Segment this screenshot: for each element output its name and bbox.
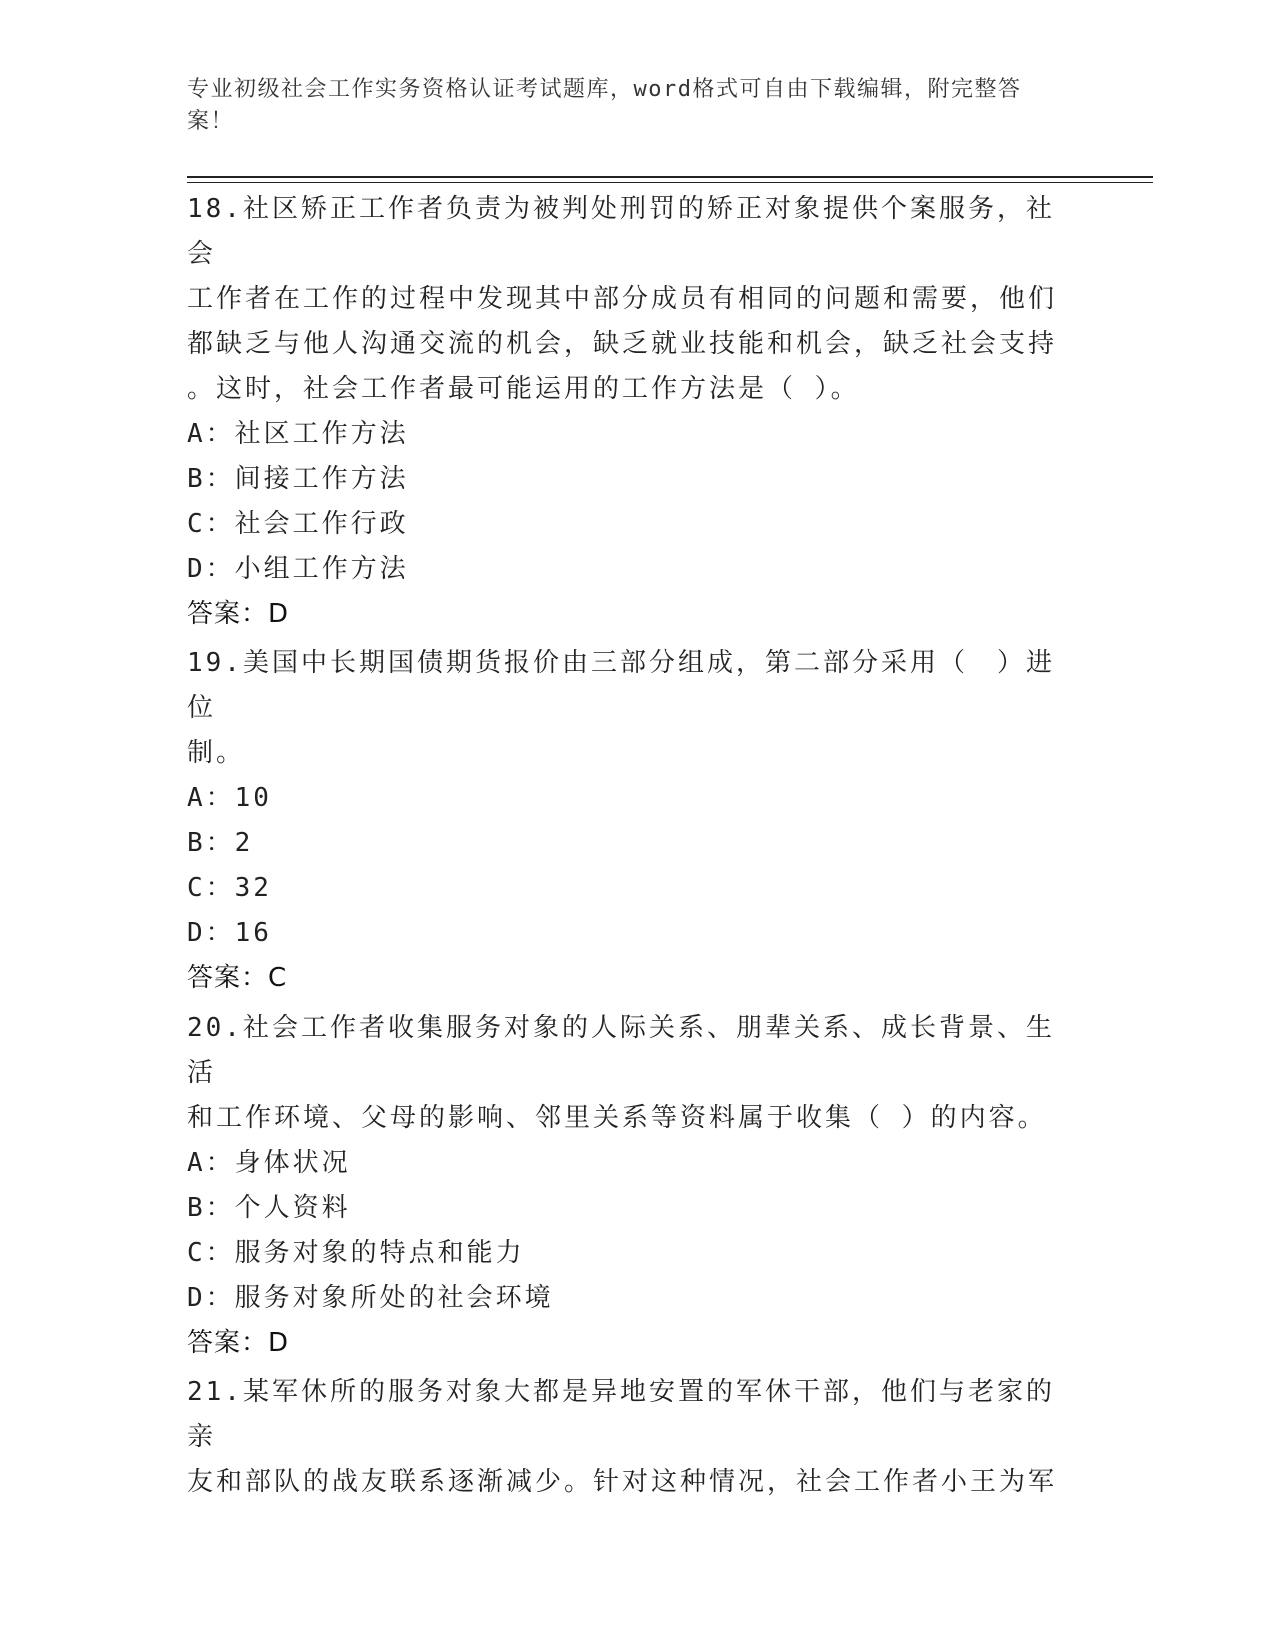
question-line: 工作者在工作的过程中发现其中部分成员有相同的问题和需要，他们 <box>187 284 1058 314</box>
question-line: 。这时，社会工作者最可能运用的工作方法是（ ）。 <box>187 374 860 404</box>
question-18 <box>187 187 1077 637</box>
option-a: A：身体状况 <box>187 1148 351 1178</box>
question-line: 制。 <box>187 738 246 768</box>
option-b: B：个人资料 <box>187 1193 351 1223</box>
answer: 答案：D <box>187 599 290 629</box>
header-rule-thick <box>187 176 1153 178</box>
option-c: C：服务对象的特点和能力 <box>187 1238 525 1268</box>
option-d: D：16 <box>187 918 272 948</box>
option-c: C：32 <box>187 873 272 903</box>
question-20 <box>187 1006 1077 1366</box>
option-a: A：10 <box>187 783 272 813</box>
option-b: B：间接工作方法 <box>187 464 409 494</box>
option-d: D：服务对象所处的社会环境 <box>187 1283 554 1313</box>
header-rule-thin <box>187 182 1153 183</box>
question-line: 20.社会工作者收集服务对象的人际关系、朋辈关系、成长背景、生活 <box>187 1013 1055 1088</box>
answer: 答案：D <box>187 1328 290 1358</box>
question-line: 19.美国中长期国债期货报价由三部分组成，第二部分采用（ ）进位 <box>187 648 1055 723</box>
question-line: 都缺乏与他人沟通交流的机会，缺乏就业技能和机会，缺乏社会支持 <box>187 329 1058 359</box>
question-21 <box>187 1370 1077 1505</box>
question-line: 和工作环境、父母的影响、邻里关系等资料属于收集（ ）的内容。 <box>187 1103 1047 1133</box>
question-line: 21.某军休所的服务对象大都是异地安置的军休干部，他们与老家的亲 <box>187 1377 1055 1452</box>
option-c: C：社会工作行政 <box>187 509 409 539</box>
question-19 <box>187 641 1077 1001</box>
question-line: 18.社区矫正工作者负责为被判处刑罚的矫正对象提供个案服务，社会 <box>187 194 1055 269</box>
option-d: D：小组工作方法 <box>187 554 409 584</box>
page-header: 专业初级社会工作实务资格认证考试题库，word格式可自由下载编辑，附完整答案！ <box>187 77 1022 134</box>
option-a: A：社区工作方法 <box>187 419 409 449</box>
answer: 答案：C <box>187 963 288 993</box>
option-b: B：2 <box>187 828 254 858</box>
question-line: 友和部队的战友联系逐渐减少。针对这种情况，社会工作者小王为军 <box>187 1467 1058 1497</box>
